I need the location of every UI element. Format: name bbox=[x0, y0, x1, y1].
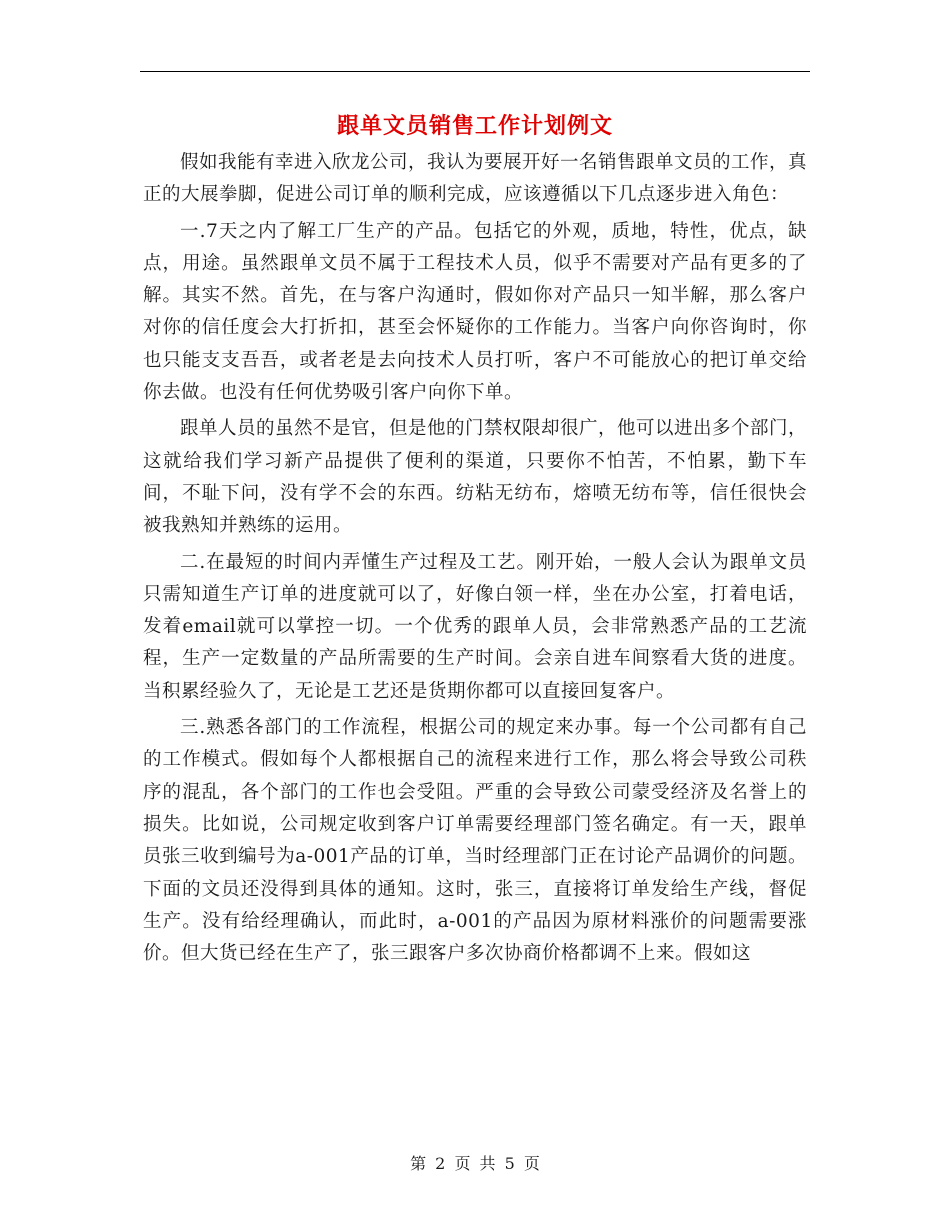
paragraph-intro: 假如我能有幸进入欣龙公司，我认为要展开好一名销售跟单文员的工作，真正的大展拳脚，促进公司订单的顺利完成，应该遵循以下几点逐步进入角色： bbox=[143, 152, 808, 206]
paragraph-access: 跟单人员的虽然不是官，但是他的门禁权限却很广，他可以进出多个部门，这就给我们学习新产品提供了便利的渠道，只要你不怕苦，不怕累，勤下车间，不耻下问，没有学不会的东西。纺粘无纺布，熔喷无纺布等，信任很快会被我熟知并熟练的运用。 bbox=[143, 418, 808, 537]
paragraph-point-three: 三.熟悉各部门的工作流程，根据公司的规定来办事。每一个公司都有自己的工作模式。假如每个人都根据自己的流程来进行工作，那么将会导致公司秩序的混乱，各个部门的工作也会受阻。严重的会导致公司蒙受经济及名誉上的损失。比如说，公司规定收到客户订单需要经理部门签名确定。有一天，跟单员张三收到编号为a-001产品的订单，当时经理部门正在讨论产品调价的问题。下面的文员还没得到具体的通知。这时，张三，直接将订单发给生产线，督促生产。没有给经理确认，而此时，a-001的产品因为原材料涨价的问题需要涨价。但大货已经在生产了，张三跟客户多次协商价格都调不上来。假如这 bbox=[143, 717, 807, 965]
document-title: 跟单文员销售工作计划例文 bbox=[336, 113, 613, 139]
paragraph-point-two: 二.在最短的时间内弄懂生产过程及工艺。刚开始，一般人会认为跟单文员只需知道生产订单的进度就可以了，好像白领一样，坐在办公室，打着电话，发着email就可以掌控一切。一个优秀的跟单人员，会非常熟悉产品的工艺流程，生产一定数量的产品所需要的生产时间。会亲自进车间察看大货的进度。当积累经验久了，无论是工艺还是货期你都可以直接回复客户。 bbox=[143, 551, 807, 702]
document-body bbox=[143, 147, 807, 974]
page-number: 第 2 页 共 5 页 bbox=[410, 1154, 540, 1173]
paragraph-point-one: 一.7天之内了解工厂生产的产品。包括它的外观，质地，特性，优点，缺点，用途。虽然跟单文员不属于工程技术人员，似乎不需要对产品有更多的了解。其实不然。首先，在与客户沟通时，假如你对产品只一知半解，那么客户对你的信任度会大打折扣，甚至会怀疑你的工作能力。当客户向你咨询时，你也只能支支吾吾，或者老是去向技术人员打听，客户不可能放心的把订单交给你去做。也没有任何优势吸引客户向你下单。 bbox=[143, 220, 807, 404]
header-rule bbox=[140, 71, 810, 72]
